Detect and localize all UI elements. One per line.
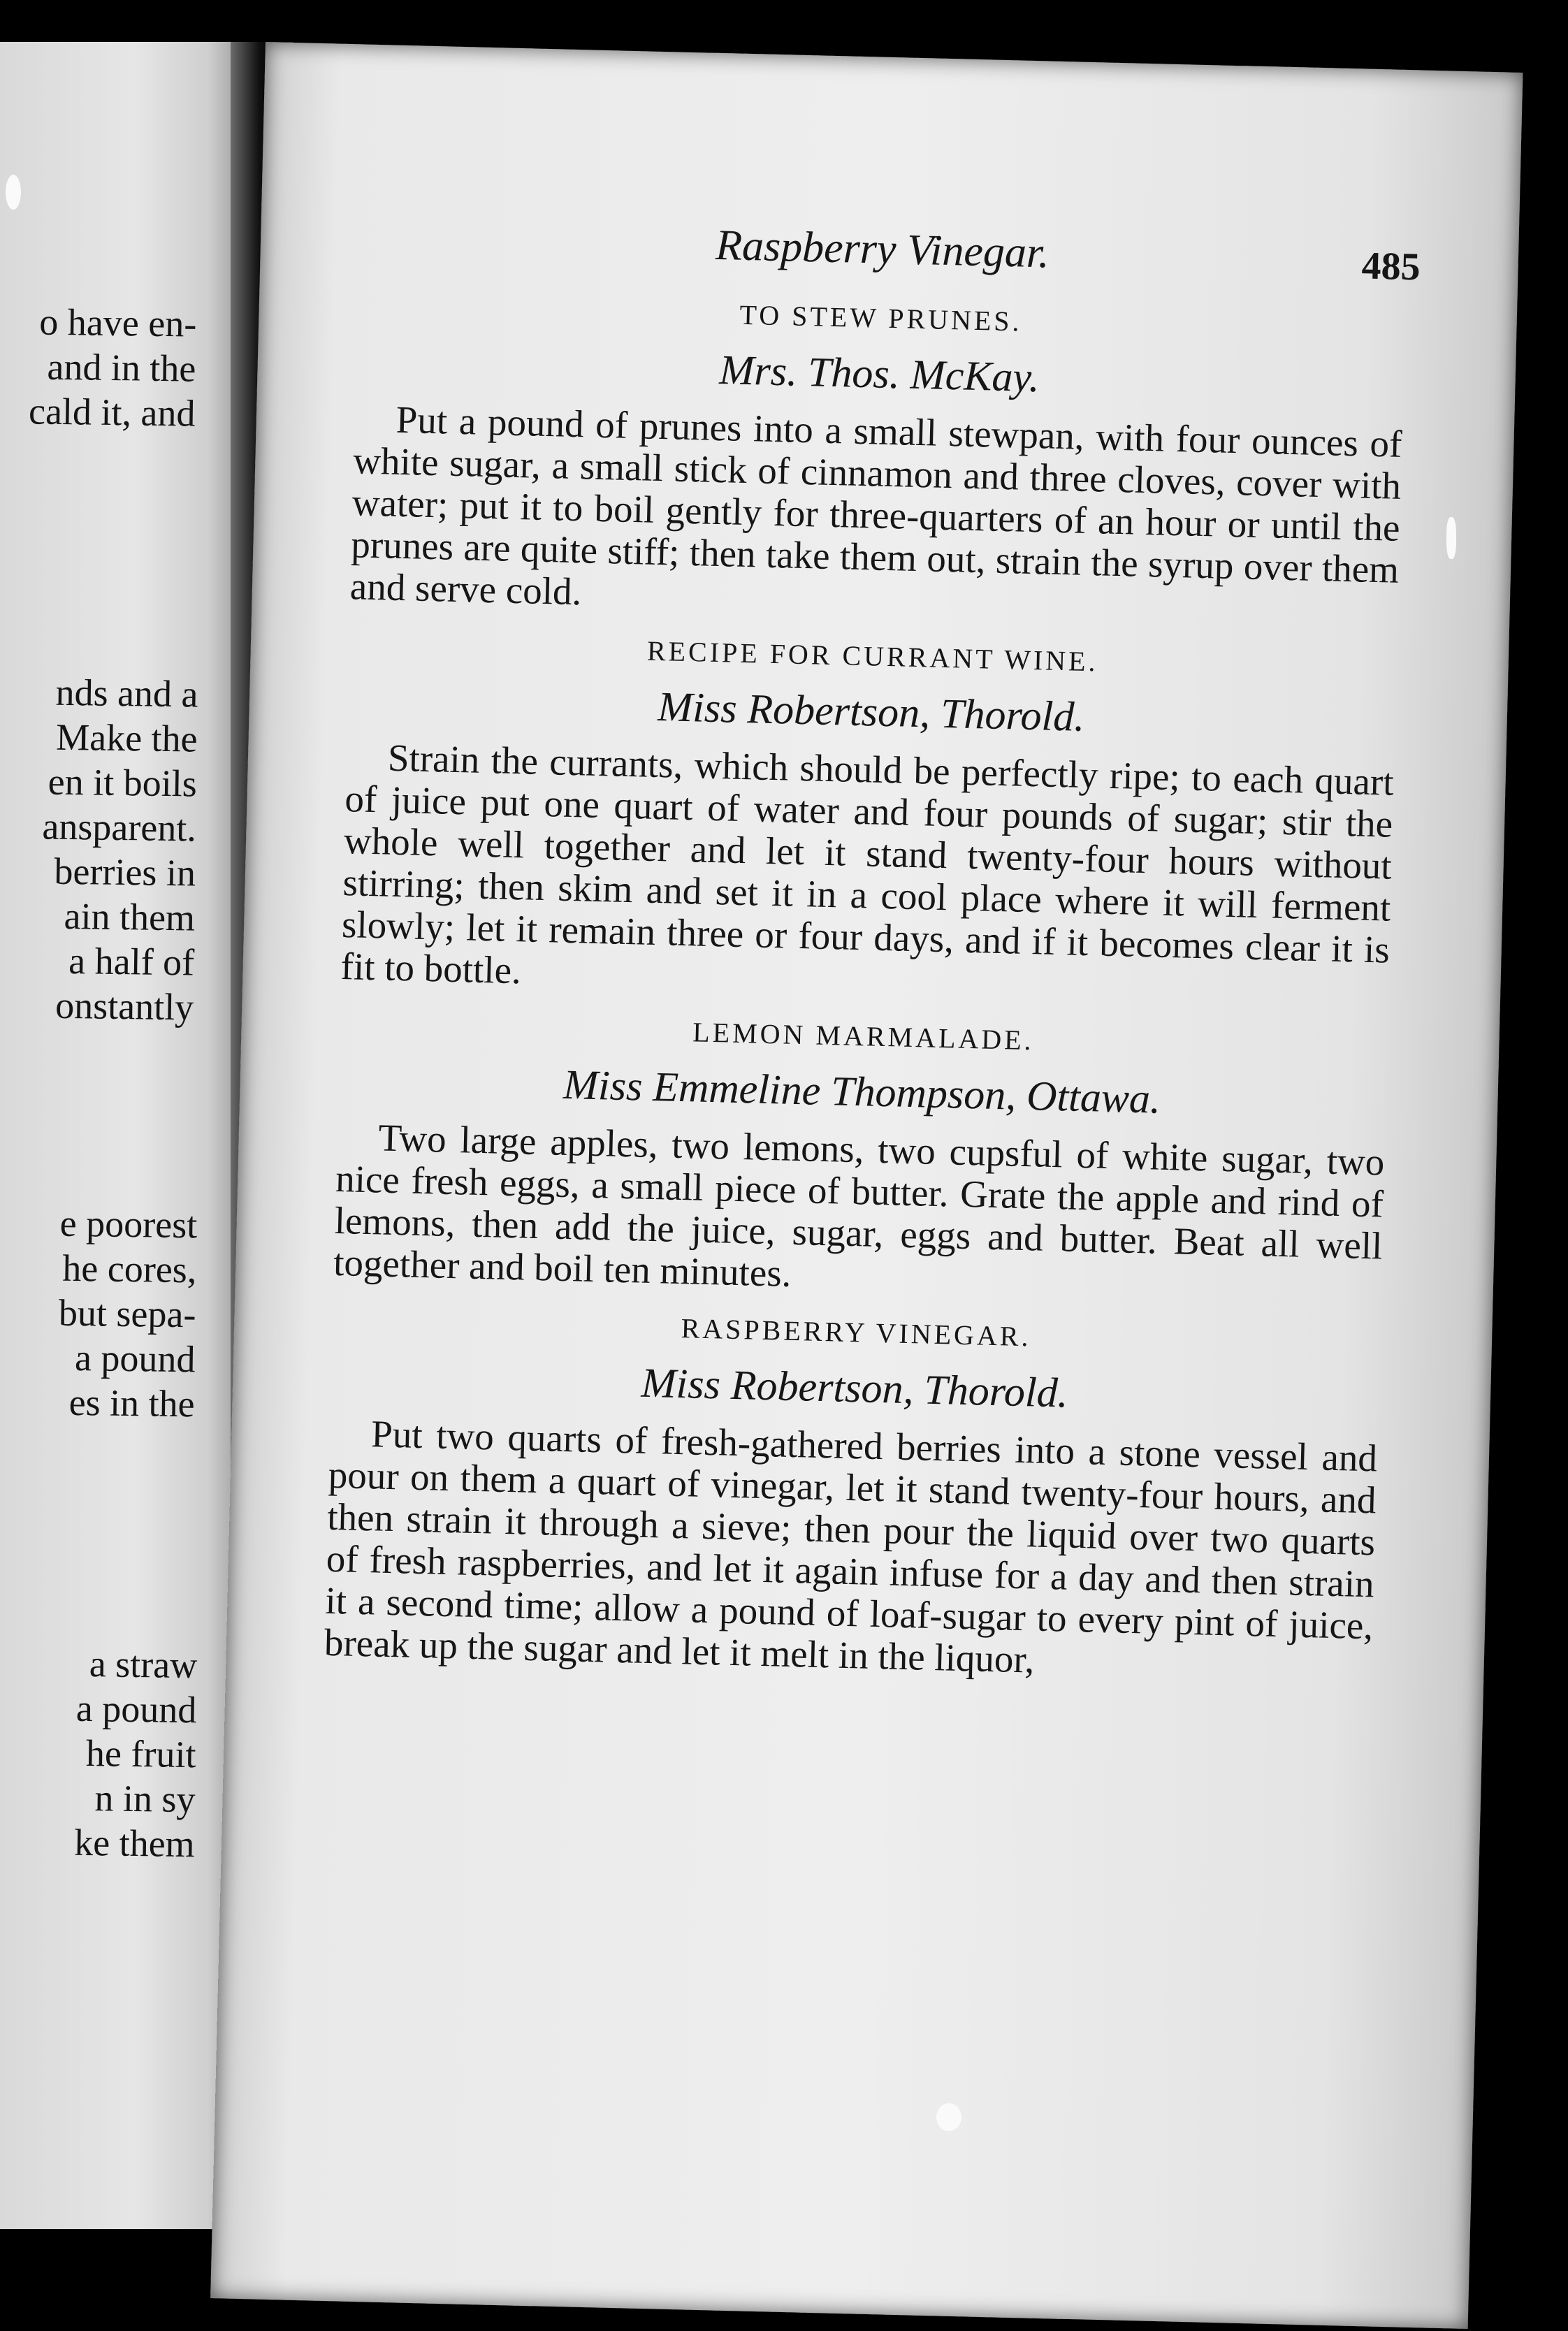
page-text-block xyxy=(324,212,1421,1708)
left-page-fragment: e poorest he cores, but sepa- a pound es in the xyxy=(58,1202,198,1425)
recipe-body: Strain the currants, which should be perfectly ripe; to each quart of juice put one quart of water and four pounds of sugar; stir the whole well together and let it stand twenty-four hours without stirring; then skim and set it in a cool place where it will ferment slowly; let it remain three or four days, and if it becomes clear it is fit to bottle. xyxy=(340,736,1395,992)
recipe-author: Miss Emmeline Thompson, Ottawa. xyxy=(562,1061,1161,1122)
running-title: Raspberry Vinegar. xyxy=(715,221,1050,277)
recipe-title: RECIPE FOR CURRANT WINE. xyxy=(646,634,1099,678)
recipe-raspberry-vinegar xyxy=(324,1303,1380,1689)
recipe-stew-prunes xyxy=(349,289,1405,633)
recipe-author: Mrs. Thos. McKay. xyxy=(718,347,1040,401)
left-page-fragment: a straw a pound he fruit n in sy ke them xyxy=(73,1643,198,1866)
recipe-body: Two large apples, two lemons, two cupsful of white sugar, two nice fresh eggs, a small piece of butter. Grate the apple and rind of lemons, then add the juice, sugar, eggs and butter. Beat all well together and boil ten minutes. xyxy=(333,1116,1386,1295)
recipe-title: TO STEW PRUNES. xyxy=(739,298,1023,337)
dust-speck xyxy=(936,2103,961,2131)
recipe-author: Miss Robertson, Thorold. xyxy=(657,683,1086,740)
facing-page-left xyxy=(0,42,245,2229)
page-485 xyxy=(210,42,1523,2329)
recipe-currant-wine xyxy=(340,627,1397,1012)
recipe-lemon-marmalade xyxy=(333,1007,1388,1309)
dust-speck xyxy=(6,175,21,210)
recipe-author: Miss Robertson, Thorold. xyxy=(640,1359,1069,1416)
left-page-fragment: nds and a Make the en it boils ansparent. berries in ain them a half of onstantly xyxy=(41,671,198,1029)
recipe-title: LEMON MARMALADE. xyxy=(692,1016,1035,1056)
recipe-body: Put two quarts of fresh-gathered berries into a stone vessel and pour on them a quart of vinegar, let it stand twenty-four hours, and then strain it through a sieve; then pour the liquid over two quarts of fresh raspberries, and let it again infuse for a day and then strain it a second time; allow a pound of loaf-sugar to every pint of juice, break up the sugar and let it melt in the liquor, xyxy=(324,1412,1378,1681)
recipe-body: Put a pound of prunes into a small stewpan, with four ounces of white sugar, a small stick of cinnamon and three cloves, cover with water; put it to boil gently for three-quarters of an hour or until the prunes are quite stiff; then take them out, strain the syrup over them and serve cold. xyxy=(349,398,1403,613)
recipe-title: RASPBERRY VINEGAR. xyxy=(681,1312,1032,1353)
left-page-fragment: o have en- and in the cald it, and xyxy=(28,300,197,435)
page-number: 485 xyxy=(1360,244,1421,289)
dust-speck xyxy=(1446,517,1456,559)
